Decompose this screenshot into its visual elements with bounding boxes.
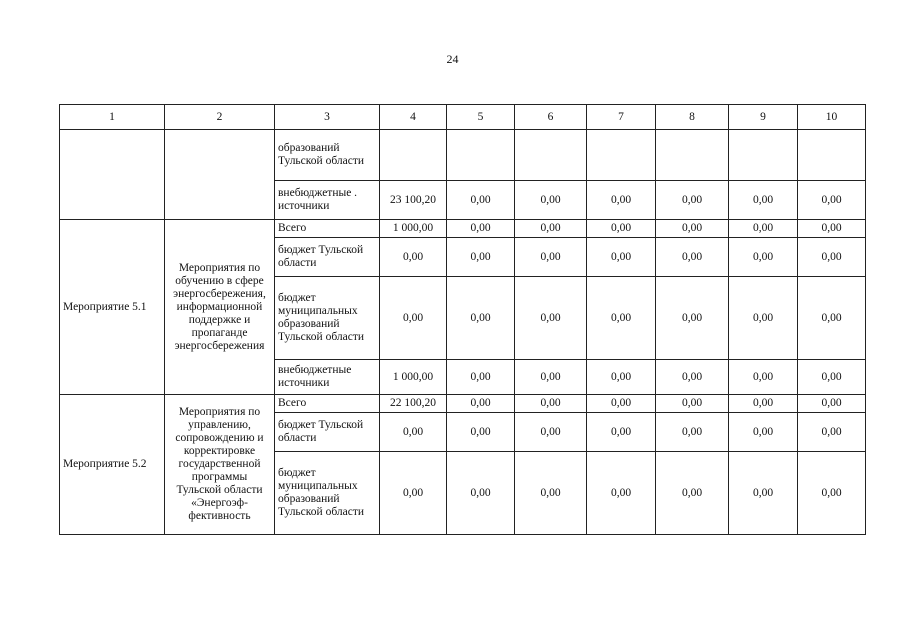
table-row [60,220,866,238]
value-cell: 0,00 [729,238,798,277]
value-cell: 0,00 [380,413,447,452]
value-cell: 0,00 [447,220,515,238]
page-number: 24 [446,52,459,66]
value-cell [798,130,866,181]
value-cell: 0,00 [447,277,515,360]
value-cell: 0,00 [587,360,656,395]
column-header: 8 [656,105,729,130]
value-cell: 0,00 [798,181,866,220]
funding-source: Всего [275,220,380,238]
value-cell: 0,00 [447,395,515,413]
value-cell: 0,00 [798,360,866,395]
value-cell: 0,00 [515,181,587,220]
funding-source: образований Тульской области [275,130,380,181]
value-cell: 0,00 [515,277,587,360]
funding-source: бюджет муниципальных образований Тульской области [275,277,380,360]
value-cell: 0,00 [656,220,729,238]
value-cell: 0,00 [656,413,729,452]
value-cell: 0,00 [587,220,656,238]
value-cell [380,130,447,181]
value-cell: 0,00 [587,413,656,452]
value-cell: 1 000,00 [380,360,447,395]
value-cell [656,130,729,181]
value-cell: 0,00 [515,220,587,238]
value-cell: 0,00 [587,238,656,277]
column-header: 9 [729,105,798,130]
value-cell: 22 100,20 [380,395,447,413]
funding-source: бюджет муниципальных образований Тульской области [275,452,380,535]
event-description: Мероприятия по обучению в сфере энергосбережения, информационной поддержке и пропаганде энергосбережения [165,220,275,395]
value-cell: 0,00 [587,277,656,360]
event-code: Мероприятие 5.2 [60,395,165,535]
value-cell: 0,00 [515,452,587,535]
event-description-cell-empty [165,130,275,220]
value-cell: 0,00 [447,360,515,395]
table-row [60,130,866,181]
value-cell: 0,00 [729,181,798,220]
value-cell: 0,00 [656,452,729,535]
value-cell [515,130,587,181]
value-cell: 0,00 [656,395,729,413]
column-header: 7 [587,105,656,130]
value-cell: 0,00 [798,220,866,238]
table-row [60,395,866,413]
value-cell: 1 000,00 [380,220,447,238]
value-cell: 0,00 [798,238,866,277]
value-cell: 0,00 [380,452,447,535]
funding-source: внебюджетные . источники [275,181,380,220]
funding-source: внебюджетные источники [275,360,380,395]
event-code-cell-empty [60,130,165,220]
value-cell: 0,00 [729,452,798,535]
column-header: 1 [60,105,165,130]
funding-source: бюджет Тульской области [275,238,380,277]
value-cell: 0,00 [447,413,515,452]
value-cell: 0,00 [515,238,587,277]
value-cell: 0,00 [515,413,587,452]
table-header-row [60,105,866,130]
column-header: 3 [275,105,380,130]
value-cell: 0,00 [798,452,866,535]
value-cell: 0,00 [380,238,447,277]
value-cell [729,130,798,181]
budget-table [59,104,866,535]
value-cell: 0,00 [729,360,798,395]
value-cell: 0,00 [447,452,515,535]
event-description: Мероприятия по управлению, сопровождению и корректировке государственной программы Тульской области «Энергоэф-фективность [165,395,275,535]
value-cell: 0,00 [380,277,447,360]
value-cell: 0,00 [656,181,729,220]
value-cell [587,130,656,181]
value-cell [447,130,515,181]
value-cell: 0,00 [729,220,798,238]
funding-source: бюджет Тульской области [275,413,380,452]
column-header: 2 [165,105,275,130]
value-cell: 0,00 [587,452,656,535]
value-cell: 0,00 [729,277,798,360]
value-cell: 0,00 [447,181,515,220]
column-header: 5 [447,105,515,130]
value-cell: 0,00 [656,277,729,360]
value-cell: 0,00 [656,238,729,277]
column-header: 6 [515,105,587,130]
value-cell: 0,00 [587,181,656,220]
value-cell: 0,00 [447,238,515,277]
value-cell: 0,00 [798,413,866,452]
value-cell: 0,00 [515,360,587,395]
value-cell: 0,00 [656,360,729,395]
value-cell: 0,00 [798,395,866,413]
value-cell: 23 100,20 [380,181,447,220]
value-cell: 0,00 [587,395,656,413]
value-cell: 0,00 [729,413,798,452]
event-code: Мероприятие 5.1 [60,220,165,395]
column-header: 10 [798,105,866,130]
value-cell: 0,00 [729,395,798,413]
value-cell: 0,00 [515,395,587,413]
funding-source: Всего [275,395,380,413]
column-header: 4 [380,105,447,130]
value-cell: 0,00 [798,277,866,360]
